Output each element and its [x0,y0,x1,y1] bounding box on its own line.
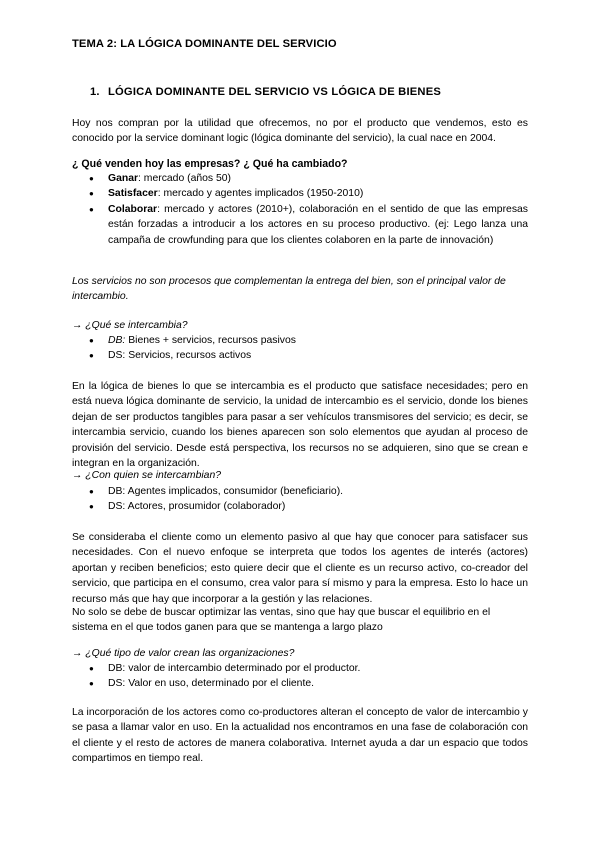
list-item [86,186,528,201]
bullet-icon: ● [89,204,94,214]
question-value-type: → ¿Qué tipo de valor crean las organizaciones? [72,648,295,659]
list-text: DB: Agentes implicados, consumidor (beneficiario). [108,486,344,497]
client-paragraph: Se consideraba el cliente como un elemento pasivo al que hay que conocer para satisfacer sus necesidades. Con el nuevo enfoque se interpreta que todos los agentes de interés (actores) aportan y reciben beneficios; esto quiere decir que el cliente es un recurso activo, co-creador del servicio, que participa en el consumo, crea valor para sí mismo y para la empresa. Esto lo hace un recurso más que hay que incorporar a la gestión y las relaciones. [72,532,528,605]
whom-list [86,484,528,515]
list-term: Ganar [108,173,139,184]
section-heading-text: LÓGICA DOMINANTE DEL SERVICIO VS LÓGICA DE BIENES [108,86,442,98]
question-what-exchanged: → ¿Qué se intercambia? [72,320,188,331]
bullet-icon: ● [89,174,94,183]
list-item [86,484,528,499]
list-text: : mercado (años 50) [138,173,232,184]
bullet-icon: ● [89,487,94,496]
list-item [86,661,528,676]
italic-statement: Los servicios no son procesos que complementan la entrega del bien, son el principal valor de intercambio. [72,276,506,303]
bullet-icon: ● [89,502,94,512]
list-term: DB: [108,335,126,346]
evolution-list [86,171,528,248]
list-item [86,499,528,514]
list-item [86,202,528,248]
balance-paragraph: No solo se debe de buscar optimizar las ventas, sino que hay que buscar el equilibrio en el sistema en el que todos ganen para que se mantenga a largo plazo [72,607,491,634]
list-item [86,171,528,186]
list-text: DS: Servicios, recursos activos [108,350,252,362]
intro-paragraph: Hoy nos compran por la utilidad que ofrecemos, no por el producto que vendemos, esto es conocido por la service dominant logic (lógica dominante del servicio), la cual nace en 2004. [72,118,528,145]
bullet-icon: ● [89,679,94,689]
question-what-sell: ¿ Qué venden hoy las empresas? ¿ Qué ha cambiado? [72,158,348,170]
list-text: : mercado y agentes implicados (1950-2010) [157,188,364,200]
section-number: 1. [90,86,100,98]
bullet-icon: ● [89,351,94,361]
question-with-whom: → ¿Con quien se intercambian? [72,470,222,481]
section-heading [90,86,441,98]
list-item [86,333,528,348]
list-text: Bienes + servicios, recursos pasivos [125,335,296,346]
list-term: Satisfacer [108,188,158,200]
goods-logic-paragraph: En la lógica de bienes lo que se intercambia es el producto que satisface necesidades; pero en está nueva lógica dominante de servicio, la unidad de intercambio es el servicio, donde los bienes dejan de ser productos tangibles para pasar a ser vehículos transmisores del servicio; es decir, se intercambia servicio, cuando los bienes aparecen son solo elementos que ayudan al proceso de provisión del servicio. Desde está perspectiva, los recursos no se adquieren, sino que se crean e integran en la organización. [72,381,528,470]
exchange-list [86,333,528,364]
bullet-icon: ● [89,336,94,345]
value-list [86,661,528,692]
list-term: Colaborar [108,203,158,215]
actors-paragraph: La incorporación de los actores como co-productores alteran el concepto de valor de intercambio y se pasa a llamar valor en uso. En la actualidad nos encontramos en una fase de colaboración con el cliente y el resto de actores de manera colaborativa. Internet ayuda a dar un espacio que todos compartimos en tiempo real. [72,707,528,765]
list-text: DS: Actores, prosumidor (colaborador) [108,501,286,513]
list-text: DB: valor de intercambio determinado por el productor. [108,663,361,674]
list-text: DS: Valor en uso, determinado por el cliente. [108,678,315,690]
bullet-icon: ● [89,189,94,199]
list-text: : mercado y actores (2010+), colaboración en el sentido de que las empresas están forzadas a introducir a los actores en su proceso productivo. (ej: Lego lanza una campaña de crowfunding para que los clientes colaboren en la parte de innovación) [108,203,528,246]
list-item [86,348,528,363]
document-title: TEMA 2: LA LÓGICA DOMINANTE DEL SERVICIO [72,38,337,50]
list-item [86,676,528,691]
bullet-icon: ● [89,664,94,673]
